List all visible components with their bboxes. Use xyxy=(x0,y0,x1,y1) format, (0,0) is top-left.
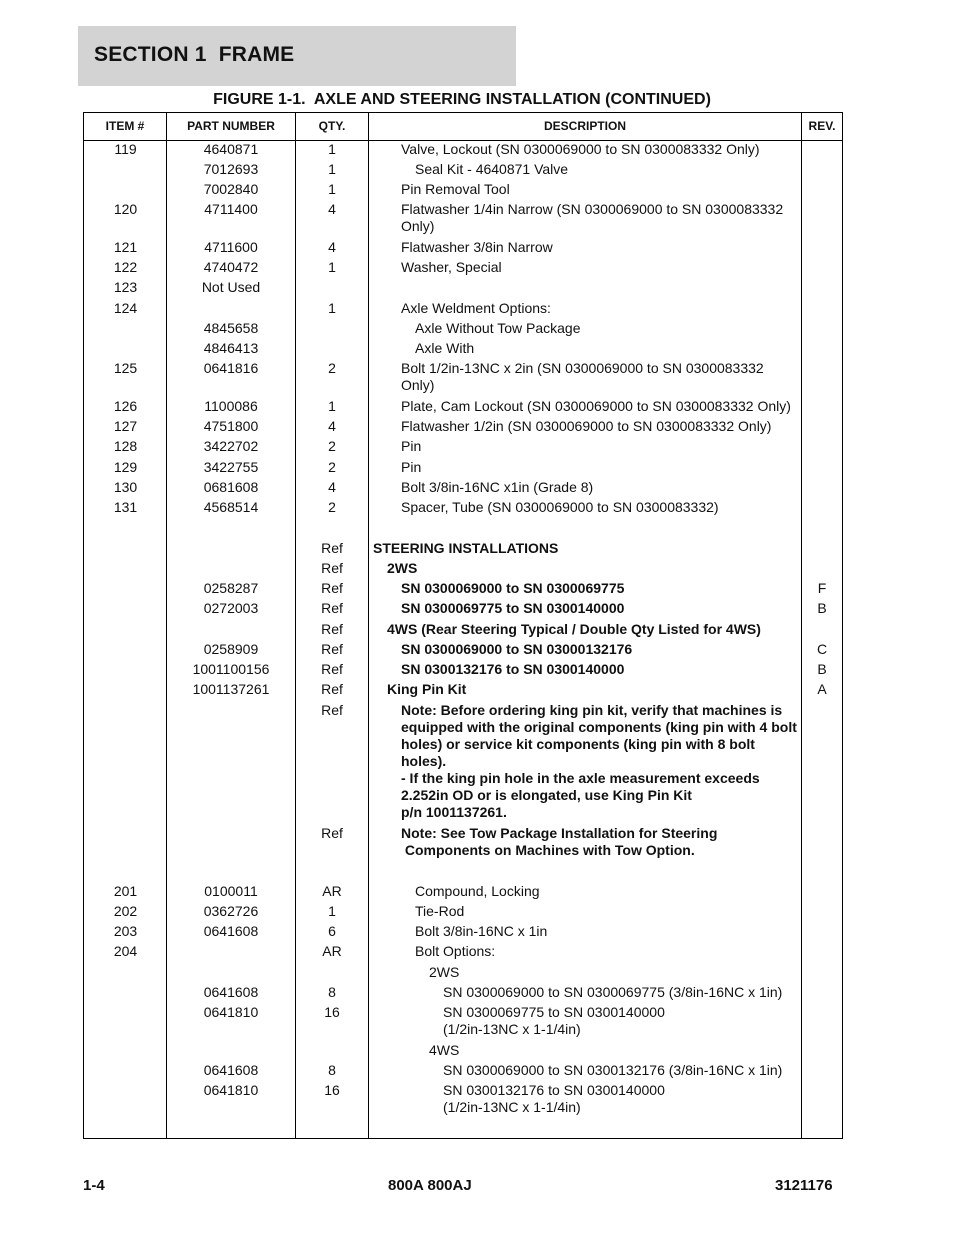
qty-cell: 16 xyxy=(324,1082,340,1098)
description-cell: Axle With xyxy=(415,340,475,356)
description-cell: 4WS xyxy=(429,1042,460,1058)
part-number-cell: 4845658 xyxy=(203,320,259,336)
qty-cell: Ref xyxy=(321,560,343,576)
part-number-cell: 4711400 xyxy=(204,201,258,217)
description-cell: Spacer, Tube (SN 0300069000 to SN 0300083332) xyxy=(401,499,719,515)
qty-cell: 4 xyxy=(328,201,336,217)
description-cell: STEERING INSTALLATIONS xyxy=(373,540,559,556)
qty-cell: 8 xyxy=(328,1062,336,1078)
qty-cell: Ref xyxy=(321,580,343,596)
item-cell: 127 xyxy=(113,418,138,434)
description-cell: SN 0300069775 to SN 0300140000 xyxy=(401,600,625,616)
description-cell: Valve, Lockout (SN 0300069000 to SN 0300083332 Only) xyxy=(401,141,760,157)
qty-cell: AR xyxy=(322,883,342,899)
description-cell: Pin xyxy=(401,459,422,475)
footer-model: 800A 800AJ xyxy=(388,1177,472,1194)
qty-cell: Ref xyxy=(321,540,343,556)
description-cell: Note: See Tow Package Installation for Steering Components on Machines with Tow Option. xyxy=(401,825,718,858)
rev-cell: B xyxy=(817,600,827,616)
description-cell: Pin Removal Tool xyxy=(401,181,510,197)
item-cell: 119 xyxy=(114,141,137,157)
qty-cell: 2 xyxy=(328,438,336,454)
description-cell: SN 0300069000 to SN 03000132176 xyxy=(401,641,633,657)
qty-cell: 4 xyxy=(328,239,336,255)
description-cell: Flatwasher 1/2in (SN 0300069000 to SN 0300083332 Only) xyxy=(401,418,772,434)
qty-cell: 1 xyxy=(328,398,336,414)
item-cell: 129 xyxy=(113,459,138,475)
item-cell: 120 xyxy=(113,201,138,217)
description-cell: Bolt 3/8in-16NC x 1in xyxy=(415,923,548,939)
part-number-cell: 3422755 xyxy=(203,459,259,475)
qty-cell: 4 xyxy=(328,479,336,495)
part-number-cell: 7012693 xyxy=(203,161,259,177)
qty-cell: 4 xyxy=(328,418,336,434)
part-number-cell: 1001100156 xyxy=(192,661,270,677)
part-number-cell: Not Used xyxy=(201,279,261,295)
qty-cell: 16 xyxy=(324,1004,340,1020)
rev-cell: C xyxy=(816,641,828,657)
section-banner xyxy=(78,26,516,86)
qty-cell: 8 xyxy=(328,984,336,1000)
part-number-cell: 1001137261 xyxy=(192,681,270,697)
description-cell: Axle Without Tow Package xyxy=(415,320,581,336)
qty-cell: 2 xyxy=(328,360,336,376)
qty-cell: 1 xyxy=(328,300,336,316)
part-number-cell: 0272003 xyxy=(203,600,259,616)
part-number-cell: 0641608 xyxy=(203,1062,259,1078)
item-cell: 121 xyxy=(113,239,138,255)
part-number-cell: 3422702 xyxy=(203,438,259,454)
item-cell: 203 xyxy=(113,923,138,939)
section-title: SECTION 1 FRAME xyxy=(94,43,295,66)
part-number-cell: 4751800 xyxy=(203,418,259,434)
part-number-cell: 0258909 xyxy=(203,641,259,657)
part-number-cell: 0100011 xyxy=(204,883,258,899)
footer-page-number: 1-4 xyxy=(83,1177,105,1194)
qty-cell: Ref xyxy=(321,600,343,616)
part-number-cell: 0641816 xyxy=(203,360,259,376)
description-cell: Bolt 3/8in-16NC x1in (Grade 8) xyxy=(401,479,594,495)
part-number-cell: 7002840 xyxy=(203,181,259,197)
part-number-cell: 0641810 xyxy=(203,1004,259,1020)
header-item: ITEM # xyxy=(105,119,145,133)
description-cell: Plate, Cam Lockout (SN 0300069000 to SN 0300083332 Only) xyxy=(401,398,791,414)
qty-cell: 1 xyxy=(328,903,336,919)
qty-cell: 6 xyxy=(328,923,336,939)
qty-cell: Ref xyxy=(321,825,343,841)
footer-doc-number: 3121176 xyxy=(775,1177,833,1194)
description-cell: Seal Kit - 4640871 Valve xyxy=(415,161,569,177)
description-cell: King Pin Kit xyxy=(387,681,467,697)
description-cell: SN 0300069000 to SN 0300132176 (3/8in-16NC x 1in) xyxy=(443,1062,783,1078)
item-cell: 125 xyxy=(113,360,138,376)
description-cell: Flatwasher 1/4in Narrow (SN 0300069000 to SN 0300083332 Only) xyxy=(401,201,788,234)
part-number-cell: 0258287 xyxy=(203,580,259,596)
column-divider xyxy=(801,113,802,1138)
description-cell: SN 0300069775 to SN 0300140000 (1/2in-13NC x 1-1/4in) xyxy=(443,1004,665,1037)
description-cell: Tie-Rod xyxy=(415,903,465,919)
part-number-cell: 0641608 xyxy=(203,984,259,1000)
figure-title: FIGURE 1-1. AXLE AND STEERING INSTALLATION (CONTINUED) xyxy=(213,91,711,108)
qty-cell: Ref xyxy=(321,702,343,718)
part-number-cell: 0362726 xyxy=(203,903,259,919)
part-number-cell: 0681608 xyxy=(203,479,259,495)
qty-cell: 1 xyxy=(328,181,336,197)
part-number-cell: 0641608 xyxy=(203,923,259,939)
description-cell: Washer, Special xyxy=(401,259,502,275)
qty-cell: 1 xyxy=(328,161,336,177)
description-cell: Flatwasher 3/8in Narrow xyxy=(401,239,553,255)
rev-cell: F xyxy=(817,580,827,596)
qty-cell: 2 xyxy=(328,459,336,475)
part-number-cell: 4711600 xyxy=(204,239,258,255)
description-cell: 2WS xyxy=(387,560,418,576)
description-cell: Bolt Options: xyxy=(415,943,496,959)
item-cell: 202 xyxy=(113,903,138,919)
rev-cell: B xyxy=(817,661,827,677)
header-description: DESCRIPTION xyxy=(543,119,626,133)
description-cell: Compound, Locking xyxy=(415,883,540,899)
column-divider xyxy=(368,113,369,1138)
item-cell: 128 xyxy=(113,438,138,454)
description-cell: SN 0300069000 to SN 0300069775 xyxy=(401,580,625,596)
item-cell: 130 xyxy=(113,479,138,495)
header-qty: QTY. xyxy=(318,119,346,133)
header-part-number: PART NUMBER xyxy=(187,119,275,133)
description-cell: 2WS xyxy=(429,964,460,980)
part-number-cell: 4740472 xyxy=(203,259,259,275)
description-cell: SN 0300132176 to SN 0300140000 (1/2in-13NC x 1-1/4in) xyxy=(443,1082,665,1115)
description-cell: SN 0300132176 to SN 0300140000 xyxy=(401,661,625,677)
description-cell: Note: Before ordering king pin kit, verify that machines is equipped with the original components (king pin with 4 bolt holes) or service kit components (king pin with 8 bolt holes). - If the king pin hole in the axle measurement exceeds 2.252in OD or is elongated, use King Pin Kit p/n 1001137261. xyxy=(401,702,797,820)
rev-cell: A xyxy=(817,681,827,697)
part-number-cell: 4640871 xyxy=(203,141,259,157)
description-cell: 4WS (Rear Steering Typical / Double Qty Listed for 4WS) xyxy=(387,621,761,637)
description-cell: SN 0300069000 to SN 0300069775 (3/8in-16NC x 1in) xyxy=(443,984,783,1000)
qty-cell: Ref xyxy=(321,641,343,657)
part-number-cell: 1100086 xyxy=(204,398,258,414)
parts-table xyxy=(83,112,843,1139)
item-cell: 123 xyxy=(113,279,138,295)
description-cell: Pin xyxy=(401,438,422,454)
qty-cell: 1 xyxy=(328,259,336,275)
description-cell: Bolt 1/2in-13NC x 2in (SN 0300069000 to SN 0300083332 Only) xyxy=(401,360,768,393)
item-cell: 201 xyxy=(113,883,138,899)
item-cell: 122 xyxy=(113,259,138,275)
qty-cell: Ref xyxy=(321,621,343,637)
part-number-cell: 4568514 xyxy=(203,499,259,515)
description-cell: Axle Weldment Options: xyxy=(401,300,551,316)
part-number-cell: 4846413 xyxy=(203,340,259,356)
part-number-cell: 0641810 xyxy=(203,1082,259,1098)
qty-cell: 2 xyxy=(328,499,336,515)
item-cell: 124 xyxy=(113,300,138,316)
qty-cell: AR xyxy=(322,943,342,959)
qty-cell: 1 xyxy=(328,141,336,157)
header-rev: REV. xyxy=(808,119,836,133)
qty-cell: Ref xyxy=(321,681,343,697)
item-cell: 131 xyxy=(113,499,138,515)
item-cell: 126 xyxy=(113,398,138,414)
item-cell: 204 xyxy=(113,943,138,959)
qty-cell: Ref xyxy=(321,661,343,677)
